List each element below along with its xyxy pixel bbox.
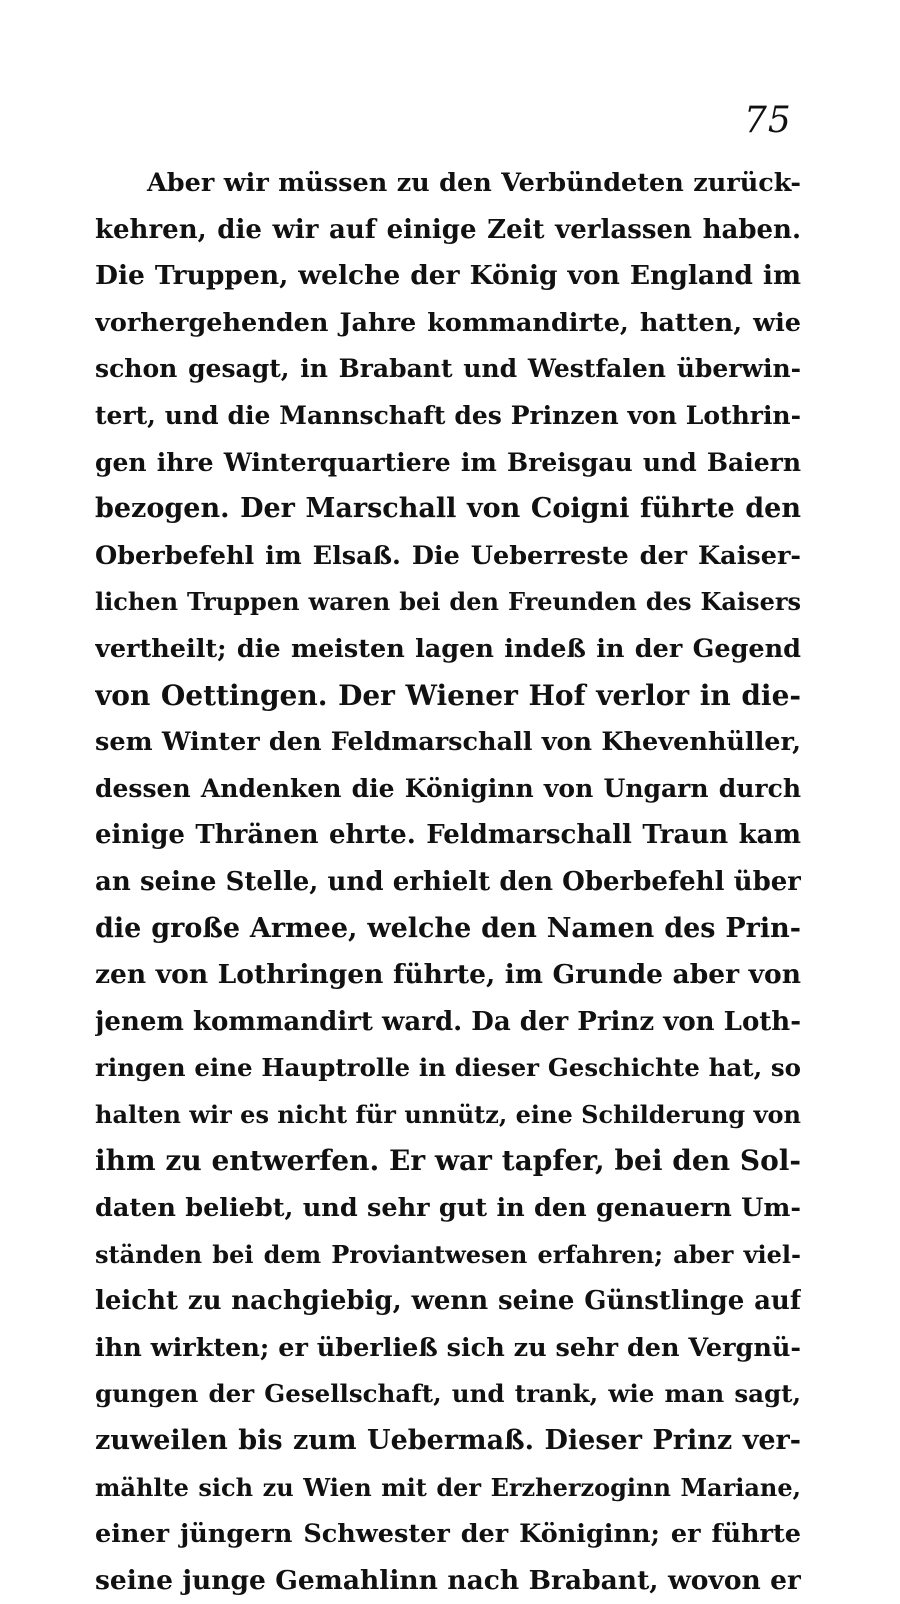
page-number: 75 xyxy=(744,100,792,141)
text-line: seine junge Gemahlinn nach Brabant, wovon er xyxy=(95,1564,801,1596)
text-line: mählte sich zu Wien mit der Erzherzoginn Mariane, xyxy=(95,1472,801,1502)
text-line: dessen Andenken die Königinn von Ungarn durch xyxy=(95,773,801,803)
text-line: vorhergehenden Jahre kommandirte, hatten, wie xyxy=(95,307,801,338)
text-line: Die Truppen, welche der König von England im xyxy=(95,260,801,292)
text-line: zuweilen bis zum Uebermaß. Dieser Prinz ver- xyxy=(95,1425,801,1457)
text-line: einer jüngern Schwester der Königinn; er führte xyxy=(95,1519,801,1550)
text-line: leicht zu nachgiebig, wenn seine Günstlinge auf xyxy=(95,1286,801,1317)
text-line: jenem kommandirt ward. Da der Prinz von Loth- xyxy=(95,1006,801,1037)
text-line: ringen eine Hauptrolle in dieser Geschichte hat, so xyxy=(95,1053,801,1083)
text-line: Oberbefehl im Elsaß. Die Ueberreste der Kaiser- xyxy=(95,540,801,571)
text-line: vertheilt; die meisten lagen indeß in der Gegend xyxy=(95,633,801,664)
text-line: ihn wirkten; er überließ sich zu sehr den Vergnü- xyxy=(95,1332,801,1363)
text-line: schon gesagt, in Brabant und Westfalen überwin- xyxy=(95,354,801,384)
text-line: einige Thränen ehrte. Feldmarschall Traun kam xyxy=(95,820,801,851)
text-line: zen von Lothringen führte, im Grunde aber von xyxy=(95,959,801,991)
text-line: tert, und die Mannschaft des Prinzen von Lothrin- xyxy=(95,400,801,430)
text-line: kehren, die wir auf einige Zeit verlassen haben. xyxy=(95,214,801,245)
text-line: die große Armee, welche den Namen des Prin- xyxy=(95,912,801,944)
body-text xyxy=(95,160,801,1604)
text-line: lichen Truppen waren bei den Freunden des Kaisers xyxy=(95,587,801,617)
text-line: ihm zu entwerfen. Er war tapfer, bei den Sol- xyxy=(95,1144,801,1178)
text-line: gen ihre Winterquartiere im Breisgau und Baiern xyxy=(95,447,801,477)
text-line: ständen bei dem Proviantwesen erfahren; aber viel- xyxy=(95,1239,801,1269)
text-line: sem Winter den Feldmarschall von Khevenhüller, xyxy=(95,727,801,758)
text-line: an seine Stelle, und erhielt den Oberbefehl über xyxy=(95,866,801,897)
text-line: gungen der Gesellschaft, und trank, wie man sagt, xyxy=(95,1379,801,1409)
text-line: daten beliebt, und sehr gut in den genauern Um- xyxy=(95,1193,801,1224)
text-line: Aber wir müssen zu den Verbündeten zurück- xyxy=(147,168,801,198)
text-line: halten wir es nicht für unnütz, eine Schilderung von xyxy=(95,1099,801,1129)
text-line: bezogen. Der Marschall von Coigni führte den xyxy=(95,493,801,525)
text-line: von Oettingen. Der Wiener Hof verlor in die- xyxy=(95,678,801,712)
